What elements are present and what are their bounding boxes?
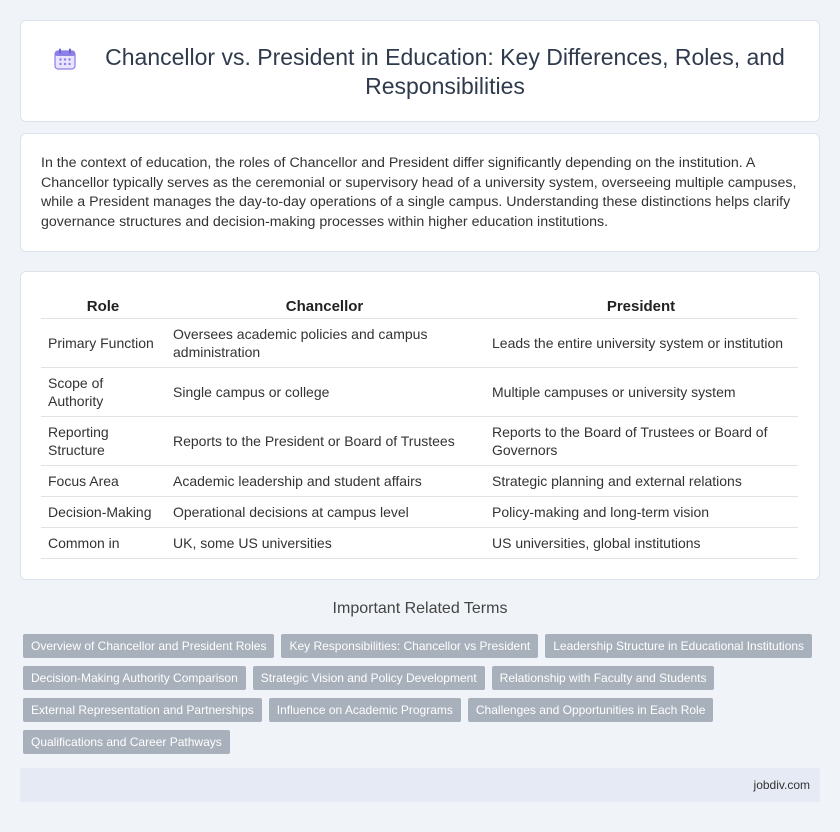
related-term-tag[interactable]: Relationship with Faculty and Students — [492, 666, 715, 690]
chancellor-cell: Single campus or college — [165, 367, 484, 416]
president-cell: Policy-making and long-term vision — [484, 496, 798, 527]
row-label: Scope of Authority — [41, 367, 165, 416]
footer — [20, 768, 820, 802]
footer-site-link[interactable]: jobdiv.com — [753, 778, 810, 792]
intro-card — [20, 133, 820, 252]
table-row — [41, 465, 798, 496]
chancellor-cell: Academic leadership and student affairs — [165, 465, 484, 496]
related-term-tag[interactable]: Overview of Chancellor and President Roles — [23, 634, 274, 658]
header-president: President — [484, 294, 798, 318]
president-cell: Reports to the Board of Trustees or Board of Governors — [484, 416, 798, 465]
related-term-tag[interactable]: Key Responsibilities: Chancellor vs President — [281, 634, 538, 658]
president-cell: Multiple campuses or university system — [484, 367, 798, 416]
row-label: Decision-Making — [41, 496, 165, 527]
related-terms-heading: Important Related Terms — [332, 600, 508, 617]
chancellor-cell: UK, some US universities — [165, 527, 484, 558]
president-cell: US universities, global institutions — [484, 527, 798, 558]
related-term-tag[interactable]: External Representation and Partnerships — [23, 698, 262, 722]
table-header-row — [41, 294, 798, 318]
chancellor-cell: Operational decisions at campus level — [165, 496, 484, 527]
related-term-tag[interactable]: Challenges and Opportunities in Each Role — [468, 698, 713, 722]
related-term-tag[interactable]: Influence on Academic Programs — [269, 698, 461, 722]
table-row — [41, 416, 798, 465]
header-role: Role — [41, 294, 165, 318]
header-card — [20, 20, 820, 122]
table-row — [41, 318, 798, 367]
intro-paragraph: In the context of education, the roles of Chancellor and President differ significantly depending on the institution. A Chancellor typically serves as the ceremonial or supervisory head of a university system, overseeing multiple campuses, while a President manages the day-to-day operations of a single campus. Understanding these distinctions helps clarify governance structures and decision-making processes within higher education institutions. — [41, 155, 797, 230]
president-cell: Strategic planning and external relations — [484, 465, 798, 496]
row-label: Reporting Structure — [41, 416, 165, 465]
row-label: Primary Function — [41, 318, 165, 367]
table-row — [41, 367, 798, 416]
calendar-icon — [53, 47, 77, 71]
row-label: Focus Area — [41, 465, 165, 496]
row-label: Common in — [41, 527, 165, 558]
header-chancellor: Chancellor — [165, 294, 484, 318]
related-term-tag[interactable]: Qualifications and Career Pathways — [23, 730, 230, 754]
related-term-tag[interactable]: Decision-Making Authority Comparison — [23, 666, 246, 690]
comparison-table-card — [20, 271, 820, 580]
title-row — [21, 21, 819, 121]
chancellor-cell: Reports to the President or Board of Trustees — [165, 416, 484, 465]
comparison-table — [41, 294, 798, 559]
related-term-tag[interactable]: Strategic Vision and Policy Development — [253, 666, 485, 690]
table-row — [41, 496, 798, 527]
president-cell: Leads the entire university system or institution — [484, 318, 798, 367]
chancellor-cell: Oversees academic policies and campus administration — [165, 318, 484, 367]
page-title: Chancellor vs. President in Education: Key Differences, Roles, and Responsibilities — [105, 44, 785, 99]
related-terms-list — [23, 634, 823, 762]
related-term-tag[interactable]: Leadership Structure in Educational Institutions — [545, 634, 812, 658]
table-row — [41, 527, 798, 558]
